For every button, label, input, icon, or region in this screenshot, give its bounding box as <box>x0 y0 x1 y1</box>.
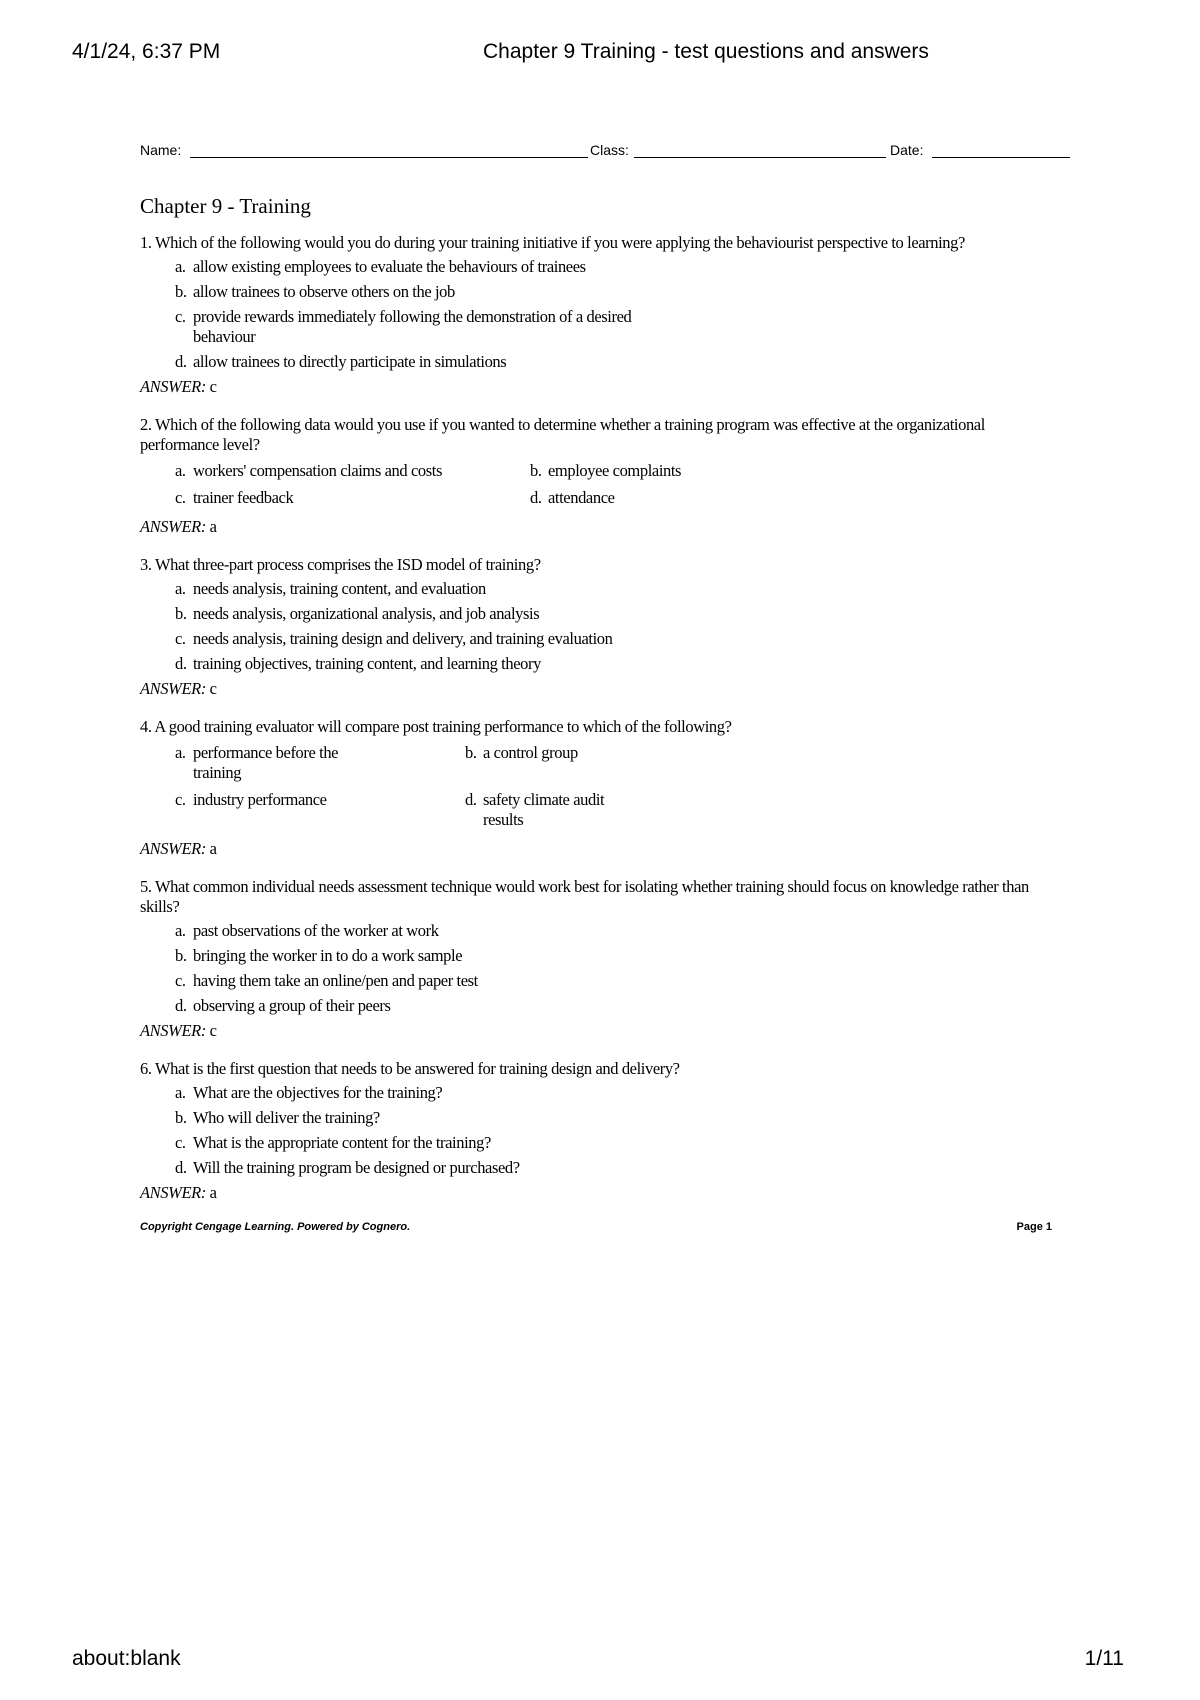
copyright-text: Copyright Cengage Learning. Powered by Cognero. <box>140 1221 411 1233</box>
answer-value: c <box>209 679 217 698</box>
question-stem: 1. Which of the following would you do during your training initiative if you were applying the behaviourist perspective to learning? <box>140 233 965 252</box>
print-timestamp: 4/1/24, 6:37 PM <box>72 40 221 63</box>
answer-line: ANSWER: a <box>140 1183 217 1202</box>
print-header <box>0 40 1200 70</box>
date-line <box>932 156 1070 158</box>
option-list <box>175 257 1060 372</box>
student-info-fields <box>140 130 1060 180</box>
option-d: d. attendance <box>530 488 615 507</box>
question-stem: 5. What common individual needs assessment technique would work best for isolating whether training should focus on knowledge rather than skills? <box>140 877 1029 916</box>
option-list <box>175 741 1060 835</box>
option-c: c. needs analysis, training design and delivery, and training evaluation <box>175 629 613 648</box>
class-line <box>634 156 886 158</box>
name-field <box>140 140 182 160</box>
answer-value: c <box>209 377 217 396</box>
answer-line: ANSWER: c <box>140 679 217 698</box>
option-list <box>175 579 1060 674</box>
option-b: b. bringing the worker in to do a work sample <box>175 946 463 965</box>
question-stem: 6. What is the first question that needs to be answered for training design and delivery? <box>140 1059 680 1078</box>
option-d: d. observing a group of their peers <box>175 996 391 1015</box>
question-3 <box>140 555 1060 699</box>
question-4 <box>140 717 1060 859</box>
option-a: a. What are the objectives for the training? <box>175 1083 443 1102</box>
option-d: d. safety climate audit results <box>465 790 605 829</box>
question-stem: 4. A good training evaluator will compare post training performance to which of the following? <box>140 717 732 736</box>
answer-value: a <box>209 517 217 536</box>
option-b: b. a control group <box>465 743 578 762</box>
question-stem: 2. Which of the following data would you use if you wanted to determine whether a training program was effective at the organizational performance level? <box>140 415 985 454</box>
option-list <box>175 459 1060 513</box>
option-a: a. allow existing employees to evaluate the behaviours of trainees <box>175 257 586 276</box>
option-c: c. having them take an online/pen and paper test <box>175 971 478 990</box>
answer-value: a <box>209 1183 217 1202</box>
date-field <box>890 140 932 160</box>
option-list <box>175 1083 1060 1178</box>
option-c: c. provide rewards immediately following the demonstration of a desired behaviour <box>175 307 632 346</box>
option-b: b. Who will deliver the training? <box>175 1108 380 1127</box>
answer-value: c <box>209 1021 217 1040</box>
option-c: c. industry performance <box>175 790 327 809</box>
question-2 <box>140 415 1060 537</box>
option-d: d. Will the training program be designed or purchased? <box>175 1158 520 1177</box>
class-field <box>590 140 632 160</box>
print-page-count: 1/11 <box>1084 1647 1124 1670</box>
option-a: a. needs analysis, training content, and evaluation <box>175 579 486 598</box>
question-stem: 3. What three-part process comprises the ISD model of training? <box>140 555 541 574</box>
option-a: a. past observations of the worker at work <box>175 921 439 940</box>
answer-line: ANSWER: a <box>140 839 217 858</box>
option-c: c. trainer feedback <box>175 488 294 507</box>
document-page <box>140 130 1060 1241</box>
name-label: Name: <box>140 142 182 158</box>
option-list <box>175 921 1060 1016</box>
option-c: c. What is the appropriate content for the training? <box>175 1133 491 1152</box>
date-label: Date: <box>890 142 924 158</box>
print-footer <box>0 1647 1200 1677</box>
page-number: Page 1 <box>1016 1221 1052 1233</box>
answer-line: ANSWER: a <box>140 517 217 536</box>
answer-line: ANSWER: c <box>140 377 217 396</box>
answer-value: a <box>209 839 217 858</box>
print-document-title: Chapter 9 Training - test questions and answers <box>483 40 929 63</box>
answer-line: ANSWER: c <box>140 1021 217 1040</box>
option-b: b. needs analysis, organizational analysis, and job analysis <box>175 604 540 623</box>
chapter-title: Chapter 9 - Training <box>140 194 311 218</box>
print-url: about:blank <box>72 1647 181 1670</box>
option-d: d. allow trainees to directly participate in simulations <box>175 352 507 371</box>
question-6 <box>140 1059 1060 1203</box>
page-footer <box>140 1221 1060 1241</box>
question-1 <box>140 233 1060 397</box>
option-b: b. allow trainees to observe others on the job <box>175 282 455 301</box>
option-a: a. performance before the training <box>175 743 339 782</box>
question-5 <box>140 877 1060 1041</box>
class-label: Class: <box>590 142 629 158</box>
option-a: a. workers' compensation claims and costs <box>175 461 442 480</box>
option-b: b. employee complaints <box>530 461 682 480</box>
option-d: d. training objectives, training content, and learning theory <box>175 654 541 673</box>
name-line <box>190 156 588 158</box>
